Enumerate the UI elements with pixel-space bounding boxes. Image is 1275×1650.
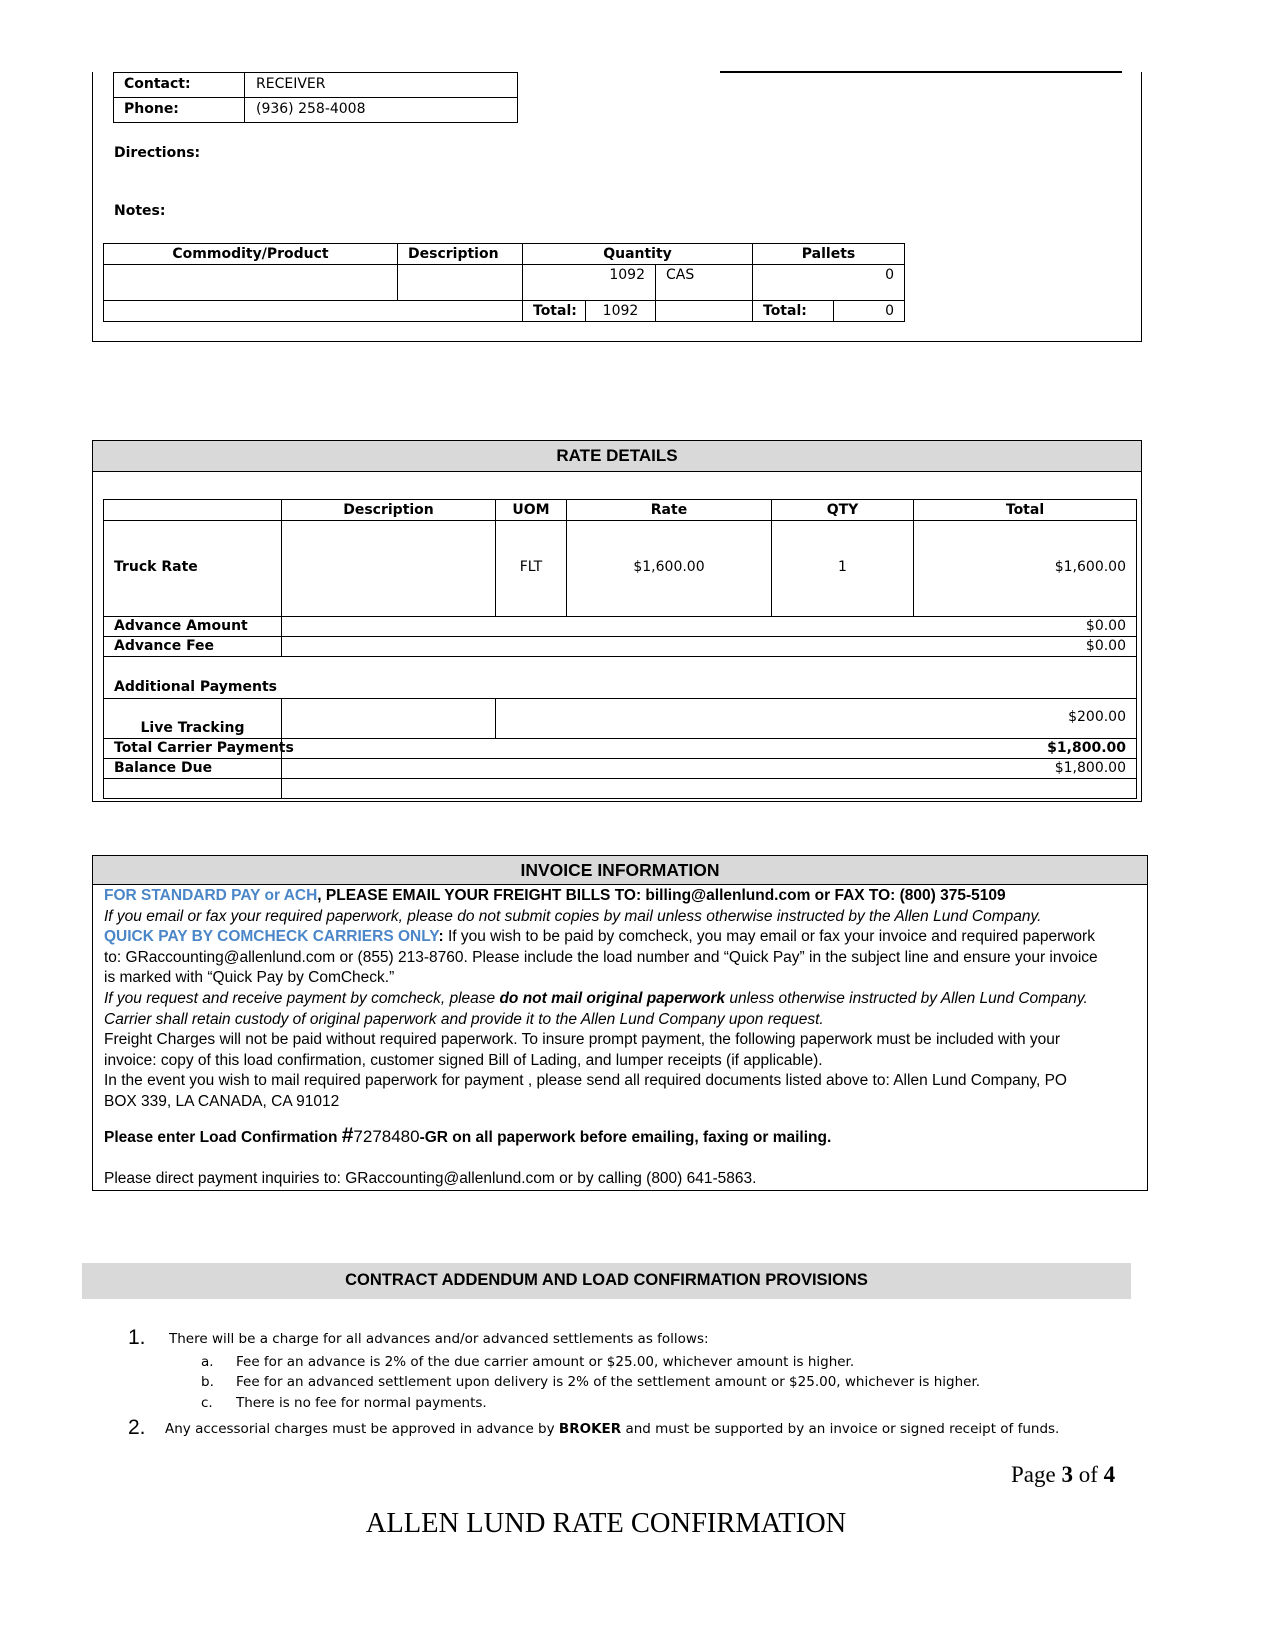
sub-item-c-letter: c. [201,1395,213,1411]
advance-fee-label: Advance Fee [114,638,215,654]
uom-header: UOM [512,502,550,518]
qty-total-label-cell [522,300,586,322]
qty-total-blank [655,300,753,322]
qty-total-label: Total: [533,303,577,319]
rate-details-title: RATE DETAILS [556,446,678,465]
contract-header [82,1263,1131,1299]
invoice-header [93,856,1147,885]
sub-item-a-letter: a. [201,1354,214,1370]
standard-pay-text: , PLEASE EMAIL YOUR FREIGHT BILLS TO: billing@allenlund.com or FAX TO: (800) 375-5109 [317,887,1006,904]
page-of: of [1072,1462,1104,1487]
totals-blank-cell [103,300,523,322]
mail-line-1: In the event you wish to mail required paperwork for payment , please send all required documents listed above to: Allen Lund Company, PO [104,1072,1067,1090]
sub-item-b-letter: b. [201,1374,214,1390]
live-tracking-label: Live Tracking [140,720,245,736]
truck-rate-rate-cell [566,520,772,617]
mail-line-2: BOX 339, LA CANADA, CA 91012 [104,1092,340,1110]
truck-rate-uom: FLT [519,559,543,575]
truck-rate-uom-cell [495,520,567,617]
truck-rate-qty-cell [771,520,914,617]
freight-line-2: invoice: copy of this load confirmation, customer signed Bill of Lading, and lumper receipts (if applicable). [104,1051,823,1069]
rate-header: Rate [650,502,688,518]
contact-value-cell [244,72,518,98]
total-carrier-payments-label: Total Carrier Payments [114,740,294,756]
pallets-total-label-cell [752,300,834,322]
additional-payments-label: Additional Payments [114,679,277,695]
truck-rate-label-cell [103,520,282,617]
live-tracking-description-cell [281,698,496,739]
description-cell [397,264,523,301]
truck-rate-qty: 1 [838,559,847,575]
total-carrier-payments-value: $1,800.00 [1047,740,1126,756]
commodity-cell [103,264,398,301]
empty-row-value-cell [281,778,1137,799]
notes-label: Notes: [114,203,166,219]
load-conf-prefix: Please enter Load Confirmation [104,1129,342,1146]
empty-row-label-cell [103,778,282,799]
contract-title: CONTRACT ADDENDUM AND LOAD CONFIRMATION PROVISIONS [345,1271,868,1289]
quantity-header-cell [522,243,753,265]
description-header: Description [408,246,499,262]
quick-pay-line [104,927,1144,948]
freight-line-1: Freight Charges will not be paid without required paperwork. To insure prompt payment, the following paperwork must be included with your [104,1031,1061,1049]
contact-label: Contact: [124,76,191,92]
standard-pay-label: FOR STANDARD PAY or ACH [104,887,318,904]
pallets-total-value: 0 [885,303,894,319]
qty-header: QTY [826,502,859,518]
balance-due-value-cell [281,758,1137,779]
standard-pay-italic: If you email or fax your required paperwork, please do not submit copies by mail unless otherwise instructed by the Allen Lund Company. [104,907,1042,925]
pallets-total-label: Total: [763,303,807,319]
item-2-text-a: Any accessorial charges must be approved in advance by [165,1421,559,1437]
additional-payments-cell [103,656,1137,699]
rate-description-header-cell [281,499,496,521]
advance-fee-label-cell [103,636,282,657]
advance-fee-value: $0.00 [1085,638,1126,654]
pallets-header: Pallets [801,246,856,262]
comcheck-line-2: Carrier shall retain custody of original paperwork and provide it to the Allen Lund Company upon request. [104,1010,824,1028]
quick-pay-text-1: If you wish to be paid by comcheck, you may email or fax your invoice and required paperwork [443,928,1095,946]
load-confirmation-line [104,1124,831,1148]
live-tracking-value-cell [495,698,1137,739]
advance-amount-value: $0.00 [1085,618,1126,634]
total-header: Total [1005,502,1045,518]
pallets-cell [752,264,905,301]
live-tracking-label-cell [103,698,282,739]
phone-label: Phone: [124,101,179,117]
live-tracking-value: $200.00 [1068,709,1126,725]
contact-label-cell [113,72,245,98]
truck-rate-rate: $1,600.00 [633,559,705,575]
load-conf-number: 7278480 [353,1127,420,1146]
total-carrier-payments-value-cell [281,738,1137,759]
item-1-text: There will be a charge for all advances and/or advanced settlements as follows: [169,1331,709,1347]
comcheck-text-a: If you request and receive payment by comcheck, please [104,989,500,1007]
load-conf-suffix: -GR on all paperwork before emailing, faxing or mailing. [419,1129,832,1146]
pallets-header-cell [752,243,905,265]
pallets-value: 0 [885,267,894,283]
truck-rate-total: $1,600.00 [1054,559,1126,575]
truck-rate-label: Truck Rate [114,559,198,575]
quantity-cell [522,264,656,301]
total-carrier-payments-label-cell [103,738,294,759]
load-conf-hash: # [341,1124,354,1147]
unit-value: CAS [666,267,695,283]
pallets-total-cell [833,300,905,322]
qty-total-cell [585,300,656,322]
quick-pay-text-3: is marked with “Quick Pay by ComCheck.” [104,969,395,987]
description-header-cell [397,243,523,265]
invoice-body [104,886,1144,1113]
advance-amount-value-cell [281,616,1137,637]
page-number [1011,1462,1115,1488]
commodity-header: Commodity/Product [172,246,329,262]
standard-pay-line [104,886,1144,907]
quick-pay-colon: : [438,928,444,946]
quick-pay-text-2: to: GRaccounting@allenlund.com or (855) 213-8760. Please include the load number and “Quick Pay” in the subject line and ensure your invoice [104,948,1098,966]
quantity-value: 1092 [609,267,645,283]
qty-total-value: 1092 [602,303,639,319]
phone-value: (936) 258-4008 [256,101,366,117]
rate-header-blank [103,499,282,521]
qty-header-cell [771,499,914,521]
advance-amount-label-cell [103,616,282,637]
balance-due-value: $1,800.00 [1054,760,1126,776]
advance-amount-label: Advance Amount [114,618,248,634]
invoice-title: INVOICE INFORMATION [520,860,720,880]
item-2-text [165,1421,1059,1437]
contact-value: RECEIVER [256,76,326,92]
item-2-text-b: and must be supported by an invoice or signed receipt of funds. [621,1421,1060,1437]
directions-label: Directions: [114,145,201,161]
page-prefix: Page [1011,1462,1062,1487]
balance-due-label: Balance Due [114,760,213,776]
unit-cell [655,264,753,301]
payment-inquiries: Please direct payment inquiries to: GRaccounting@allenlund.com or by calling (800) 641-5863. [104,1170,757,1187]
item-2-bold: BROKER [558,1421,622,1437]
phone-value-cell [244,97,518,123]
truck-rate-total-cell [913,520,1137,617]
quantity-header: Quantity [603,246,672,262]
balance-due-label-cell [103,758,282,779]
page-current: 3 [1061,1462,1073,1487]
quick-pay-label: QUICK PAY BY COMCHECK CARRIERS ONLY [104,928,439,946]
truck-rate-description-cell [281,520,496,617]
uom-header-cell [495,499,567,521]
item-2-number: 2. [128,1416,146,1439]
item-1-number: 1. [128,1326,146,1349]
rate-description-header: Description [343,502,434,518]
total-header-cell [913,499,1137,521]
sub-item-c-text: There is no fee for normal payments. [236,1395,487,1411]
comcheck-text-c: unless otherwise instructed by Allen Lund Company. [725,989,1088,1007]
page-total: 4 [1103,1462,1116,1487]
phone-label-cell [113,97,245,123]
rate-header-cell [566,499,772,521]
rate-details-header [93,441,1141,472]
comcheck-bold: do not mail original paperwork [499,989,726,1007]
sub-item-a-text: Fee for an advance is 2% of the due carrier amount or $25.00, whichever amount is higher. [236,1354,855,1370]
sub-item-b-text: Fee for an advanced settlement upon delivery is 2% of the settlement amount or $25.00, whichever is higher. [236,1374,981,1390]
footer-title: ALLEN LUND RATE CONFIRMATION [365,1508,847,1539]
top-rule-right [720,71,1122,73]
commodity-header-cell [103,243,398,265]
advance-fee-value-cell [281,636,1137,657]
comcheck-line-1 [104,989,1144,1010]
